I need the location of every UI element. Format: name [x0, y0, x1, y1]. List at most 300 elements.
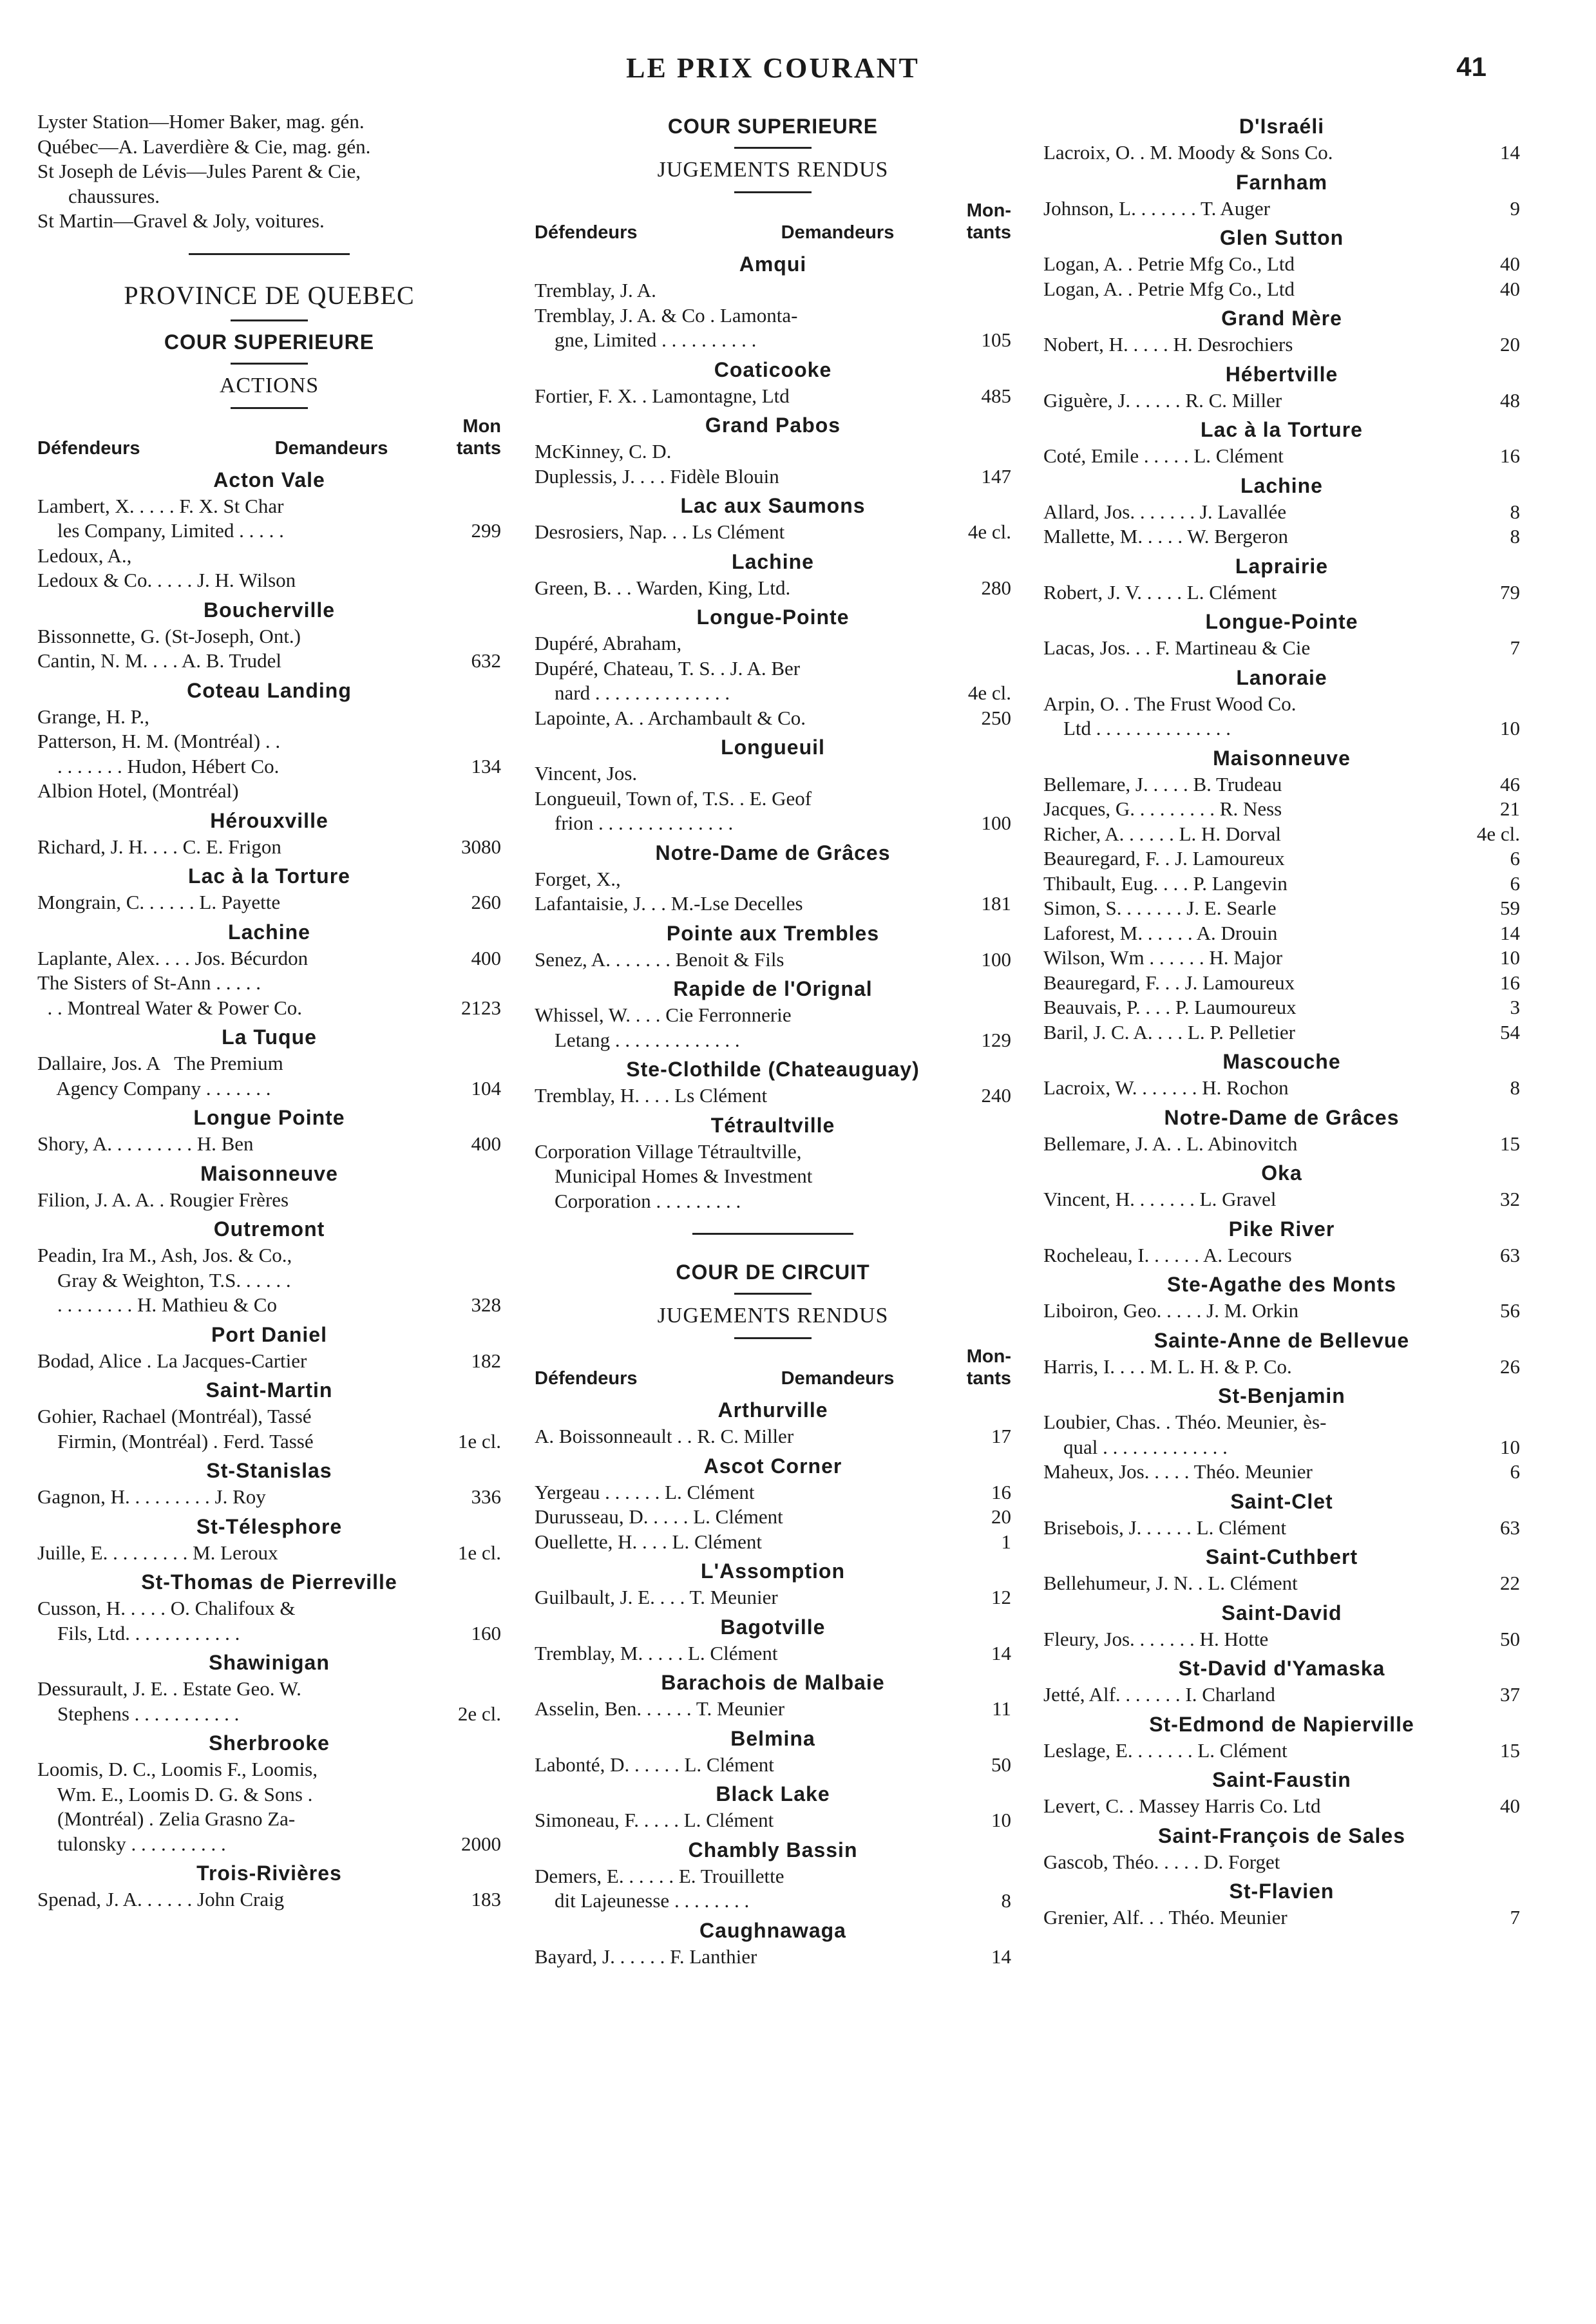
plaintiffs-header: Demandeurs — [274, 437, 388, 459]
parties-text: Fils, Ltd. . . . . . . . . . . . — [37, 1621, 240, 1644]
amount — [950, 867, 1011, 892]
town-heading: Barachois de Malbaie — [661, 1671, 885, 1694]
parties-text: Loubier, Chas. . Théo. Meunier, ès- — [1043, 1411, 1327, 1433]
town-heading: Notre-Dame de Grâces — [655, 841, 891, 864]
town-heading: Shawinigan — [209, 1651, 330, 1674]
parties-text: Harris, I. . . . M. L. H. & P. Co. — [1043, 1355, 1292, 1378]
judgment-row — [1043, 252, 1520, 277]
judgment-row — [37, 1188, 501, 1213]
parties-text: Asselin, Ben. . . . . . T. Meunier — [535, 1697, 785, 1720]
parties-text: Ledoux, A., — [37, 544, 132, 567]
amount: 105 — [981, 329, 1011, 351]
parties-text: Rocheleau, I. . . . . . A. Lecours — [1043, 1243, 1292, 1266]
parties-text: Lacroix, O. . M. Moody & Sons Co. — [1043, 141, 1333, 164]
amount: 1e cl. — [457, 1429, 501, 1452]
amount — [950, 786, 1011, 812]
parties-text: . . . . . . . . H. Mathieu & Co — [37, 1293, 277, 1316]
parties-text: Gascob, Théo. . . . . D. Forget — [1043, 1850, 1280, 1873]
judgment-row — [1043, 196, 1520, 222]
judgment-row — [37, 754, 501, 779]
parties-text: Vincent, H. . . . . . . L. Gravel — [1043, 1188, 1277, 1210]
amount-header: Mon-tants — [966, 1346, 1011, 1389]
town-heading: Laprairie — [1235, 554, 1329, 578]
judgment-row — [535, 1753, 1011, 1778]
amount: 20 — [991, 1505, 1011, 1528]
amount — [440, 568, 501, 593]
amount: 32 — [1500, 1188, 1520, 1210]
parties-text: gne, Limited . . . . . . . . . . — [535, 329, 757, 351]
judgment-row — [535, 867, 1011, 892]
parties-text: McKinney, C. D. — [535, 440, 672, 462]
town-heading: Lachine — [1240, 473, 1323, 497]
judgment-row — [37, 1268, 501, 1293]
judgment-row — [1043, 277, 1520, 302]
judgment-row — [535, 278, 1011, 303]
judgment-row — [37, 624, 501, 649]
judgment-row — [535, 1424, 1011, 1449]
town-list — [535, 1396, 1011, 1969]
judgment-row — [1043, 1627, 1520, 1652]
amount — [440, 1051, 501, 1076]
judgment-row — [535, 1164, 1011, 1189]
parties-text: tulonsky . . . . . . . . . . — [37, 1832, 226, 1855]
parties-text: Bellehumeur, J. N. . L. Clément — [1043, 1572, 1298, 1594]
judgment-row — [1043, 1571, 1520, 1596]
parties-text: Cantin, N. M. . . . A. B. Trudel — [37, 649, 281, 672]
town-heading: Lac à la Torture — [188, 864, 350, 888]
parties-text: Mallette, M. . . . . W. Bergeron — [1043, 525, 1288, 548]
amount: 12 — [991, 1586, 1011, 1608]
judgment-row — [37, 996, 501, 1021]
judgment-row — [535, 439, 1011, 464]
divider — [734, 1337, 812, 1339]
column-1 — [37, 110, 501, 1912]
judgment-row — [1043, 1076, 1520, 1101]
page-header — [0, 52, 1596, 97]
judgment-row — [1043, 692, 1520, 717]
parties-text: Thibault, Eug. . . . P. Langevin — [1043, 872, 1287, 895]
amount: 181 — [981, 892, 1011, 915]
judgment-row — [1043, 971, 1520, 996]
judgment-row — [37, 1076, 501, 1101]
town-heading: Coteau Landing — [187, 678, 352, 702]
town-heading: Chambly Bassin — [688, 1838, 858, 1862]
amount: 280 — [981, 576, 1011, 599]
town-heading: Oka — [1261, 1161, 1302, 1185]
parties-text: A. Boissonneault . . R. C. Miller — [535, 1425, 794, 1447]
parties-text: Labonté, D. . . . . . L. Clément — [535, 1753, 774, 1776]
judgment-row — [1043, 1850, 1520, 1875]
judgment-row — [535, 576, 1011, 601]
amount — [440, 729, 501, 754]
amount: 260 — [471, 891, 501, 913]
town-heading: Ste-Agathe des Monts — [1166, 1273, 1397, 1296]
parties-text: Duplessis, J. . . . Fidèle Blouin — [535, 464, 779, 488]
amount: 22 — [1500, 1572, 1520, 1594]
section-divider — [692, 1233, 853, 1235]
judgment-row — [1043, 636, 1520, 661]
parties-text: Wilson, Wm . . . . . . H. Major — [1043, 946, 1283, 969]
judgment-row — [1043, 1299, 1520, 1324]
parties-text: Brisebois, J. . . . . . L. Clément — [1043, 1516, 1287, 1539]
amount: 100 — [981, 948, 1011, 971]
amount: 14 — [991, 1945, 1011, 1968]
town-heading: Black Lake — [716, 1782, 830, 1805]
town-heading: Saint-Faustin — [1212, 1768, 1351, 1791]
town-heading: Acton Vale — [213, 468, 325, 491]
judgment-row — [535, 1028, 1011, 1053]
judgment-row — [1043, 388, 1520, 414]
amount — [440, 1807, 501, 1832]
amount: 54 — [1500, 1020, 1520, 1043]
parties-text: Nobert, H. . . . . H. Desrochiers — [1043, 333, 1293, 356]
amount — [950, 1189, 1011, 1214]
judgment-row — [1043, 332, 1520, 357]
judgment-row — [1043, 1020, 1520, 1045]
parties-text: Jetté, Alf. . . . . . . I. Charland — [1043, 1683, 1275, 1706]
amount — [440, 494, 501, 519]
amount: 6 — [1510, 847, 1520, 870]
amount: 2e cl. — [457, 1702, 501, 1725]
amount: 8 — [1510, 500, 1520, 523]
town-heading: Boucherville — [203, 598, 336, 622]
notice-line: chaussures. — [68, 184, 160, 207]
parties-text: Peadin, Ira M., Ash, Jos. & Co., — [37, 1244, 292, 1266]
amount: 8 — [1001, 1889, 1011, 1912]
judgment-row — [535, 1585, 1011, 1610]
town-heading: Maisonneuve — [1213, 746, 1351, 770]
page-number: 41 — [1456, 52, 1487, 82]
parties-text: The Sisters of St-Ann . . . . . — [37, 971, 261, 994]
judgment-row — [37, 971, 501, 996]
amount: 183 — [471, 1888, 501, 1910]
amount — [440, 1757, 501, 1782]
amount: 299 — [471, 519, 501, 542]
parties-text: Arpin, O. . The Frust Wood Co. — [1043, 692, 1297, 715]
judgment-row — [535, 1480, 1011, 1505]
judgment-row — [37, 729, 501, 754]
amount: 9 — [1510, 196, 1520, 220]
judgment-row — [1043, 772, 1520, 797]
amount — [950, 761, 1011, 786]
section-heading: JUGEMENTS RENDUS — [657, 1304, 889, 1328]
town-heading: Pike River — [1228, 1217, 1335, 1241]
parties-text: Stephens . . . . . . . . . . . — [37, 1702, 240, 1725]
judgment-row — [1043, 716, 1520, 741]
town-heading: Mascouche — [1222, 1050, 1341, 1073]
town-heading: Saint-Cuthbert — [1205, 1545, 1358, 1568]
parties-text: Tremblay, J. A. — [535, 279, 656, 301]
parties-text: Bayard, J. . . . . . F. Lanthier — [535, 1945, 757, 1968]
parties-text: Leslage, E. . . . . . . L. Clément — [1043, 1738, 1287, 1762]
town-heading: Trois-Rivières — [196, 1862, 342, 1885]
amount — [440, 1243, 501, 1268]
town-heading: Longue-Pointe — [696, 605, 850, 629]
amount: 56 — [1500, 1299, 1520, 1322]
judgment-row — [535, 1083, 1011, 1109]
judgment-row — [535, 1505, 1011, 1530]
parties-text: Ledoux & Co. . . . . J. H. Wilson — [37, 569, 296, 591]
parties-text: Cusson, H. . . . . O. Chalifoux & — [37, 1597, 296, 1619]
amount — [440, 1404, 501, 1429]
judgment-row — [37, 1596, 501, 1621]
amount: 2123 — [461, 996, 501, 1019]
amount: 129 — [981, 1028, 1011, 1051]
parties-text: Loomis, D. C., Loomis F., Loomis, — [37, 1758, 318, 1780]
amount: 16 — [1500, 444, 1520, 467]
amount: 11 — [992, 1697, 1011, 1720]
amount: 10 — [1500, 1435, 1520, 1458]
notice-line: Québec—A. Laverdière & Cie, mag. gén. — [37, 135, 371, 158]
parties-text: Municipal Homes & Investment — [535, 1165, 813, 1187]
parties-text: Laplante, Alex. . . . Jos. Bécurdon — [37, 946, 309, 969]
judgment-row — [535, 384, 1011, 409]
judgment-row — [535, 631, 1011, 656]
parties-text: Shory, A. . . . . . . . . H. Ben — [37, 1132, 254, 1155]
parties-text: Johnson, L. . . . . . . T. Auger — [1043, 196, 1270, 220]
parties-text: Dessurault, J. E. . Estate Geo. W. — [37, 1677, 301, 1700]
amount: 250 — [981, 706, 1011, 729]
judgment-row — [1043, 995, 1520, 1020]
section-divider — [189, 253, 350, 255]
town-heading: Belmina — [730, 1726, 815, 1750]
notice-line: St Joseph de Lévis—Jules Parent & Cie, — [37, 160, 361, 182]
judgment-row — [1043, 1905, 1520, 1930]
amount: 104 — [471, 1076, 501, 1100]
amount — [950, 278, 1011, 303]
amount: 79 — [1500, 580, 1520, 604]
town-heading: Saint-Martin — [205, 1378, 333, 1402]
judgment-row — [1043, 1435, 1520, 1460]
judgment-row — [37, 835, 501, 860]
town-heading: Saint-David — [1221, 1601, 1342, 1624]
judgment-row — [535, 1864, 1011, 1889]
parties-text: Beauvais, P. . . . P. Laumoureux — [1043, 996, 1297, 1018]
amount: 1e cl. — [457, 1541, 501, 1564]
divider — [734, 147, 812, 149]
parties-text: Fleury, Jos. . . . . . . H. Hotte — [1043, 1627, 1269, 1650]
plaintiffs-header: Demandeurs — [781, 1368, 895, 1389]
town-heading: Arthurville — [717, 1398, 828, 1422]
parties-text: Demers, E. . . . . . E. Trouillette — [535, 1864, 784, 1887]
amount: 632 — [471, 649, 501, 672]
town-heading: Lac à la Torture — [1201, 418, 1363, 441]
amount — [1459, 1850, 1520, 1875]
amount — [440, 1268, 501, 1293]
judgment-row — [37, 1485, 501, 1510]
judgment-row — [1043, 1355, 1520, 1380]
parties-text: Green, B. . . Warden, King, Ltd. — [535, 576, 791, 599]
section-heading: ACTIONS — [219, 373, 319, 397]
amount: 2000 — [461, 1832, 501, 1855]
town-heading: Port Daniel — [211, 1322, 327, 1346]
judgment-row — [37, 1349, 501, 1374]
amount — [440, 1782, 501, 1807]
parties-text: Bellemare, J. . . . . B. Trudeau — [1043, 772, 1282, 795]
amount: 4e cl. — [1476, 822, 1520, 845]
parties-text: Baril, J. C. A. . . . L. P. Pelletier — [1043, 1020, 1295, 1043]
judgment-row — [1043, 946, 1520, 971]
amount: 50 — [991, 1753, 1011, 1776]
judgment-row — [37, 890, 501, 915]
parties-text: Tremblay, M. . . . . L. Clément — [535, 1641, 778, 1664]
parties-text: Lacroix, W. . . . . . . H. Rochon — [1043, 1076, 1289, 1099]
town-heading: Longue Pointe — [193, 1106, 345, 1129]
amount — [440, 1596, 501, 1621]
notice-line: Lyster Station—Homer Baker, mag. gén. — [37, 110, 365, 133]
parties-text: . . . . . . . Hudon, Hébert Co. — [37, 754, 280, 777]
amount: 48 — [1500, 388, 1520, 412]
amount — [950, 1164, 1011, 1189]
parties-text: Gagnon, H. . . . . . . . . J. Roy — [37, 1485, 266, 1508]
parties-text: Longueuil, Town of, T.S. . E. Geof — [535, 786, 812, 810]
amount: 40 — [1500, 1795, 1520, 1817]
parties-text: Dallaire, Jos. A The Premium — [37, 1052, 283, 1074]
town-heading: Bagotville — [720, 1615, 826, 1639]
parties-text: Lacas, Jos. . . F. Martineau & Cie — [1043, 636, 1311, 659]
amount: 14 — [1500, 921, 1520, 944]
divider — [734, 1293, 812, 1295]
parties-text: Jacques, G. . . . . . . . . R. Ness — [1043, 797, 1282, 820]
amount: 20 — [1500, 333, 1520, 356]
judgment-row — [37, 1832, 501, 1857]
judgment-row — [37, 1429, 501, 1454]
parties-text: Richard, J. H. . . . C. E. Frigon — [37, 835, 281, 858]
judgment-row — [535, 1189, 1011, 1214]
parties-text: Robert, J. V. . . . . L. Clément — [1043, 580, 1277, 604]
judgment-row — [535, 1530, 1011, 1555]
parties-text: Gray & Weighton, T.S. . . . . . — [37, 1268, 291, 1291]
town-heading: St-Edmond de Napierville — [1149, 1712, 1414, 1736]
parties-text: Simoneau, F. . . . . L. Clément — [535, 1809, 774, 1831]
judgment-row — [37, 1887, 501, 1912]
parties-text: Levert, C. . Massey Harris Co. Ltd — [1043, 1795, 1321, 1817]
town-heading: Farnham — [1235, 170, 1328, 194]
town-heading: Glen Sutton — [1219, 226, 1344, 249]
town-heading: St-Stanislas — [206, 1459, 332, 1482]
town-heading: Ascot Corner — [703, 1454, 842, 1478]
defendants-header: Défendeurs — [535, 1368, 638, 1389]
judgment-row — [37, 779, 501, 804]
judgment-row — [37, 1132, 501, 1157]
judgment-row — [37, 1541, 501, 1566]
parties-text: Filion, J. A. A. . Rougier Frères — [37, 1188, 289, 1211]
amount: 40 — [1500, 252, 1520, 275]
parties-text: Liboiron, Geo. . . . . J. M. Orkin — [1043, 1299, 1299, 1322]
defendants-header: Défendeurs — [37, 437, 140, 459]
judgment-row — [1043, 1516, 1520, 1541]
parties-text: Gohier, Rachael (Montréal), Tassé — [37, 1405, 312, 1427]
amount: 10 — [1500, 946, 1520, 969]
amount: 16 — [991, 1480, 1011, 1503]
parties-text: Richer, A. . . . . . L. H. Dorval — [1043, 822, 1281, 845]
parties-text: Grenier, Alf. . . Théo. Meunier — [1043, 1906, 1287, 1929]
judgment-row — [535, 1889, 1011, 1914]
parties-text: Vincent, Jos. — [535, 762, 638, 785]
parties-text: Allard, Jos. . . . . . . J. Lavallée — [1043, 500, 1287, 523]
town-heading: Longueuil — [721, 736, 825, 759]
judgment-row — [535, 811, 1011, 836]
amount — [440, 624, 501, 649]
town-list — [37, 466, 501, 1912]
parties-text: Logan, A. . Petrie Mfg Co., Ltd — [1043, 277, 1295, 300]
parties-text: Beauregard, F. . . J. Lamoureux — [1043, 971, 1295, 994]
judgment-row — [37, 946, 501, 971]
judgment-row — [37, 494, 501, 519]
town-heading: Saint-François de Sales — [1157, 1824, 1405, 1847]
amount — [950, 439, 1011, 464]
amount: 17 — [991, 1425, 1011, 1447]
parties-text: Albion Hotel, (Montréal) — [37, 779, 239, 802]
parties-text: (Montréal) . Zelia Grasno Za- — [37, 1807, 296, 1830]
parties-text: Lafantaisie, J. . . M.-Lse Decelles — [535, 892, 803, 915]
amount: 21 — [1500, 797, 1520, 820]
court-heading: COUR SUPERIEURE — [164, 330, 375, 354]
divider — [734, 191, 812, 193]
judgment-row — [37, 1621, 501, 1646]
amount: 182 — [471, 1349, 501, 1372]
table-header — [37, 415, 501, 459]
amount: 14 — [991, 1641, 1011, 1664]
amount — [1459, 692, 1520, 717]
amount: 8 — [1510, 1076, 1520, 1099]
journal-title: LE PRIX COURANT — [626, 52, 920, 84]
judgment-row — [1043, 872, 1520, 897]
parties-text: Logan, A. . Petrie Mfg Co., Ltd — [1043, 252, 1295, 275]
town-list — [535, 250, 1011, 1214]
town-heading: St-Benjamin — [1218, 1384, 1345, 1407]
amount — [950, 1864, 1011, 1889]
amount: 400 — [471, 946, 501, 969]
parties-text: Guilbault, J. E. . . . T. Meunier — [535, 1586, 778, 1608]
town-heading: Rapide de l'Orignal — [673, 977, 873, 1000]
parties-text: Durusseau, D. . . . . L. Clément — [535, 1505, 783, 1528]
amount: 63 — [1500, 1516, 1520, 1539]
amount — [950, 1139, 1011, 1165]
judgment-row — [535, 681, 1011, 706]
judgment-row — [535, 1641, 1011, 1666]
judgment-row — [535, 1003, 1011, 1028]
parties-text: Corporation . . . . . . . . . — [535, 1189, 741, 1212]
judgment-row — [535, 1945, 1011, 1970]
town-heading: Pointe aux Trembles — [666, 921, 880, 945]
judgment-row — [37, 544, 501, 569]
amount: 6 — [1510, 872, 1520, 895]
town-heading: Maisonneuve — [200, 1161, 338, 1185]
judgment-row — [535, 464, 1011, 490]
judgment-row — [37, 649, 501, 674]
amount: 336 — [471, 1485, 501, 1508]
parties-text: Corporation Village Tétraultville, — [535, 1139, 802, 1163]
judgment-row — [1043, 1187, 1520, 1212]
judgment-row — [37, 519, 501, 544]
judgment-row — [1043, 1243, 1520, 1268]
judgment-row — [535, 1808, 1011, 1833]
judgment-row — [1043, 444, 1520, 469]
parties-text: Bodad, Alice . La Jacques-Cartier — [37, 1349, 307, 1372]
amount: 10 — [991, 1809, 1011, 1831]
parties-text: Tremblay, J. A. & Co . Lamonta- — [535, 303, 798, 327]
judgment-row — [1043, 1682, 1520, 1708]
judgment-row — [37, 1757, 501, 1782]
judgment-row — [37, 1807, 501, 1832]
judgment-row — [37, 1243, 501, 1268]
amount: 15 — [1500, 1132, 1520, 1155]
column-3 — [1043, 110, 1520, 1930]
amount — [1459, 1410, 1520, 1435]
parties-text: Forget, X., — [535, 867, 621, 890]
divider — [231, 407, 308, 409]
